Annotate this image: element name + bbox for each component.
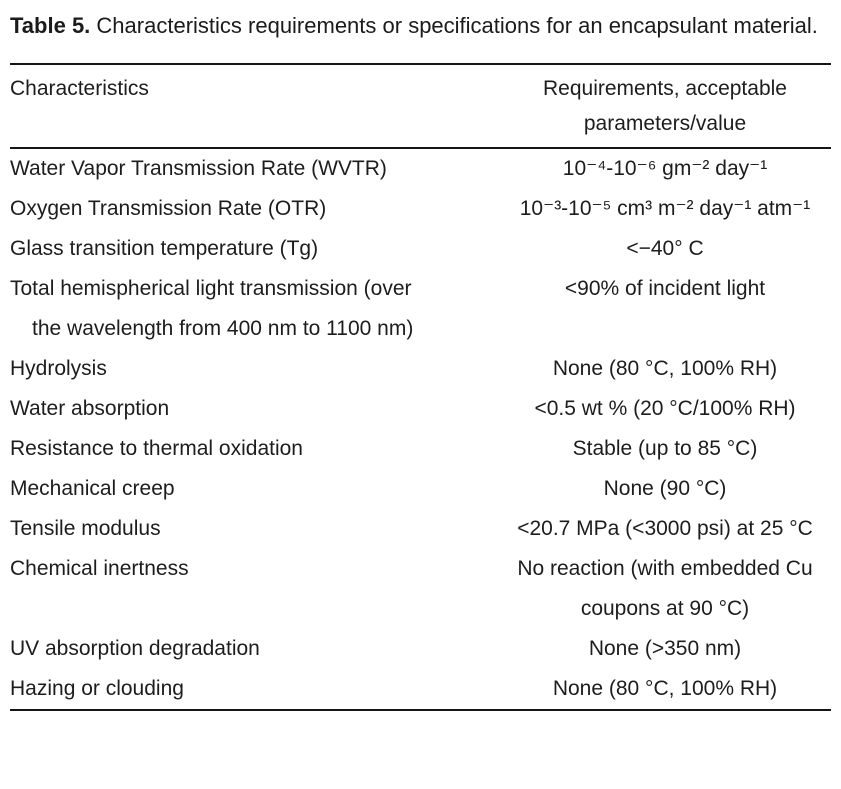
table-row bbox=[10, 549, 831, 629]
table-row bbox=[10, 189, 831, 229]
requirement-cell: None (90 °C) bbox=[603, 477, 727, 500]
characteristic-cell: Glass transition temperature (Tg) bbox=[10, 237, 319, 260]
table-row bbox=[10, 629, 831, 669]
table-row bbox=[10, 229, 831, 269]
table-row bbox=[10, 149, 831, 189]
table-row bbox=[10, 429, 831, 469]
column-header-characteristics: Characteristics bbox=[10, 77, 149, 100]
characteristic-cell: Hazing or clouding bbox=[10, 677, 184, 700]
characteristic-cell: Mechanical creep bbox=[10, 477, 175, 500]
requirement-cell: Stable (up to 85 °C) bbox=[572, 437, 758, 460]
characteristic-cell: Resistance to thermal oxidation bbox=[10, 437, 303, 460]
table-caption-label: Table 5. bbox=[10, 13, 91, 38]
requirement-cell: None (80 °C, 100% RH) bbox=[552, 677, 778, 700]
characteristic-cell: Tensile modulus bbox=[10, 517, 161, 540]
characteristic-cell: Water Vapor Transmission Rate (WVTR) bbox=[10, 157, 387, 180]
table-row bbox=[10, 389, 831, 429]
requirement-cell: <90% of incident light bbox=[564, 277, 766, 300]
characteristic-cell: Chemical inertness bbox=[10, 557, 189, 580]
requirement-cell: 10⁻³-10⁻⁵ cm³ m⁻² day⁻¹ atm⁻¹ bbox=[519, 197, 811, 220]
characteristic-cell: Water absorption bbox=[10, 397, 170, 420]
requirement-cell: No reaction (with embedded Cu coupons at 90 °C) bbox=[517, 557, 813, 620]
table-body bbox=[10, 149, 831, 709]
characteristic-cell: Total hemispherical light transmission (over the wavelength from 400 nm to 1100 nm) bbox=[10, 277, 414, 340]
requirement-cell: <−40° C bbox=[626, 237, 704, 260]
requirement-cell: <0.5 wt % (20 °C/100% RH) bbox=[534, 397, 796, 420]
requirement-cell: None (80 °C, 100% RH) bbox=[552, 357, 778, 380]
table-row bbox=[10, 269, 831, 349]
characteristic-cell: UV absorption degradation bbox=[10, 637, 260, 660]
table-caption bbox=[10, 8, 831, 43]
characteristic-cell: Oxygen Transmission Rate (OTR) bbox=[10, 197, 327, 220]
characteristic-cell: Hydrolysis bbox=[10, 357, 107, 380]
table-header-row bbox=[10, 65, 831, 147]
table-row bbox=[10, 469, 831, 509]
table-row bbox=[10, 509, 831, 549]
bottom-rule bbox=[10, 709, 831, 711]
requirement-cell: None (>350 nm) bbox=[588, 637, 742, 660]
requirement-cell: 10⁻⁴-10⁻⁶ gm⁻² day⁻¹ bbox=[562, 157, 768, 180]
table-row bbox=[10, 669, 831, 709]
table-row bbox=[10, 349, 831, 389]
requirement-cell: <20.7 MPa (<3000 psi) at 25 °C bbox=[517, 517, 813, 540]
table-caption-text: Characteristics requirements or specifications for an encapsulant material. bbox=[96, 13, 818, 38]
column-header-requirements: Requirements, acceptable parameters/value bbox=[543, 77, 787, 135]
